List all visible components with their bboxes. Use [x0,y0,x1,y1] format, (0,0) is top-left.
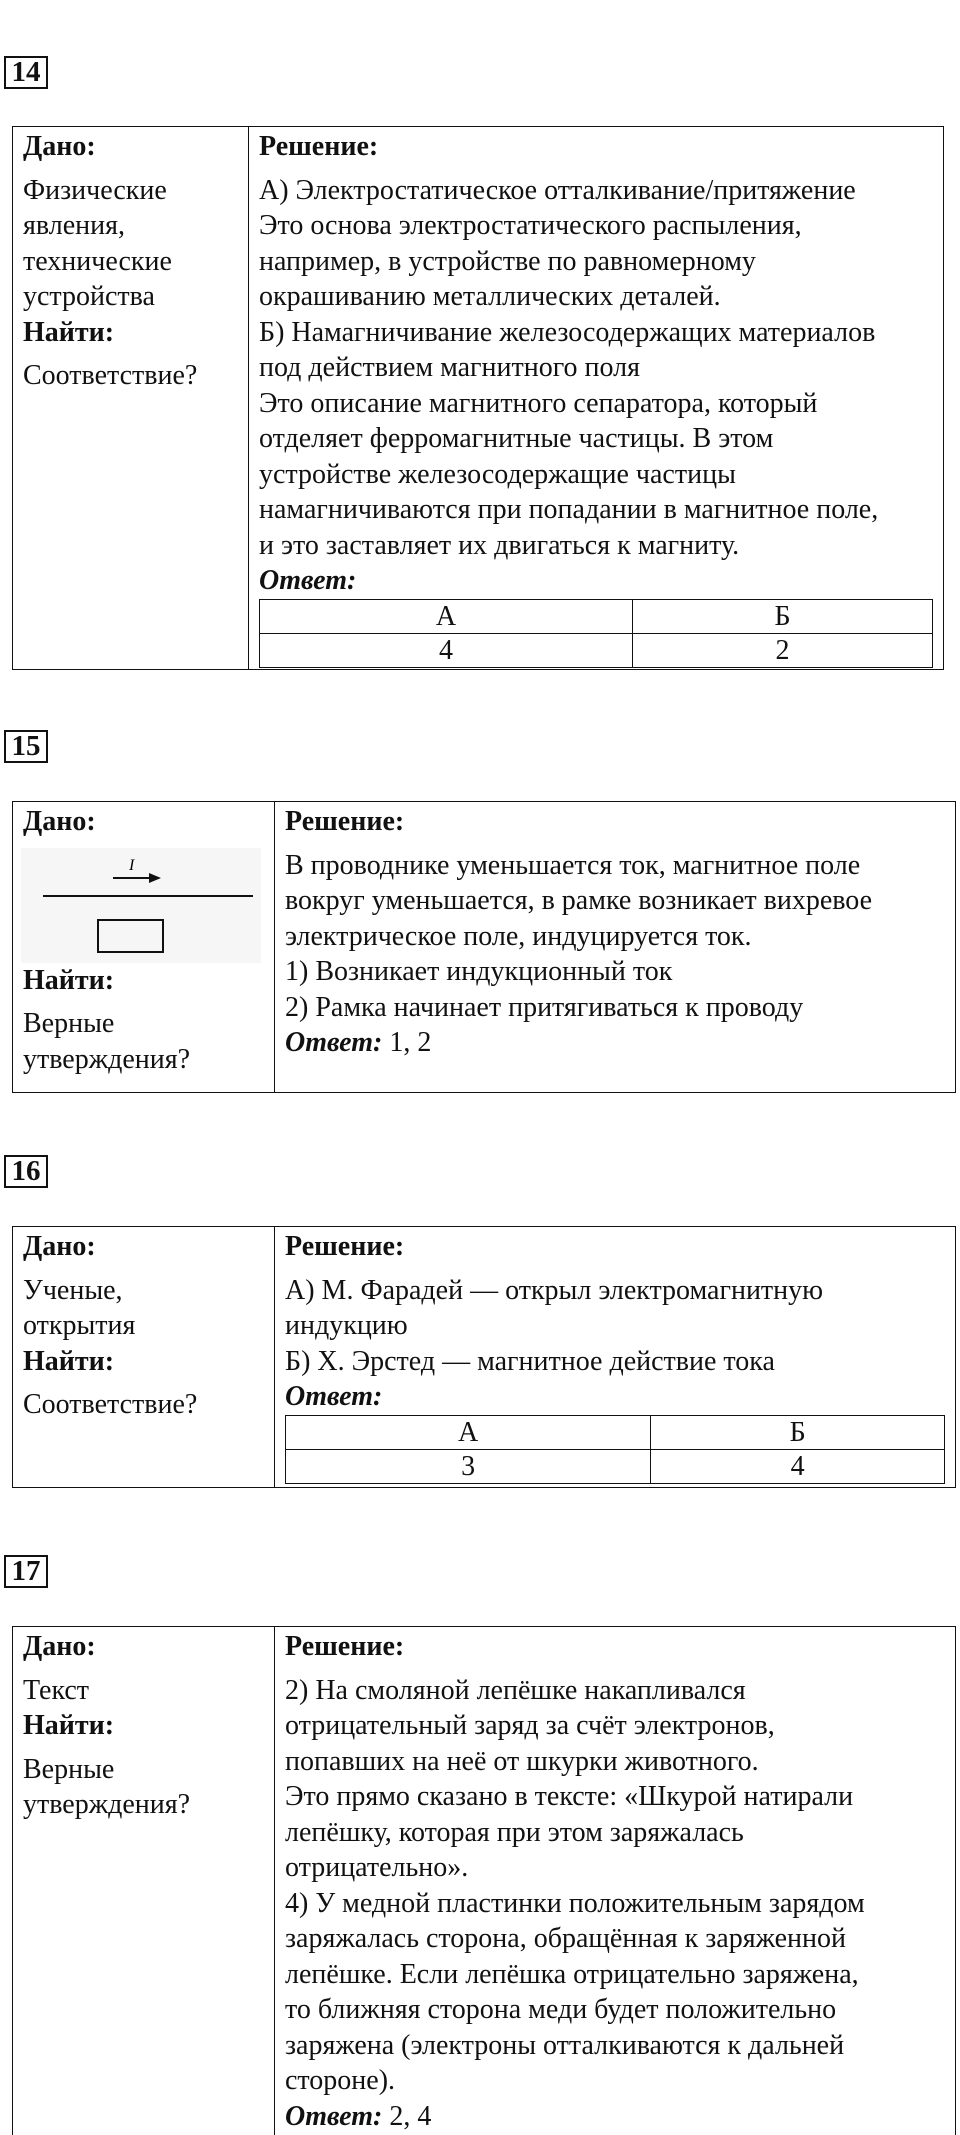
task-number-badge: 14 [4,56,48,89]
given-text: Текст [23,1674,90,1706]
solution-label: Решение: [285,1231,405,1262]
find-text: Верные [23,1753,115,1785]
solution-text: 4) У медной пластинки положительным зарядом [285,1887,865,1919]
answer-label: Ответ: [285,1027,383,1058]
find-label: Найти: [23,964,115,996]
given-text: открытия [23,1310,136,1341]
solution-text: 2) На смоляной лепёшке накапливался [285,1674,746,1706]
solution-text: отрицательно». [285,1852,469,1883]
given-text: Ученые, [23,1274,123,1306]
answer-value-a: 4 [260,633,633,667]
given-column [13,802,275,1092]
find-text: Верные [23,1008,115,1039]
answer-value-a: 3 [286,1449,651,1483]
find-label: Найти: [23,316,115,348]
find-text: Соответствие? [23,1389,198,1420]
given-label: Дано: [23,1631,96,1662]
solution-label: Решение: [285,806,405,837]
find-text: утверждения? [23,1043,191,1075]
answer-header-a: А [286,1415,651,1449]
find-text: Соответствие? [23,360,198,391]
answer-header-a: А [260,599,633,633]
answer-label: Ответ: [285,2100,383,2132]
solution-text: то ближняя сторона меди будет положительно [285,1994,837,2025]
task-number-badge: 15 [4,730,48,763]
solution-label: Решение: [285,1631,405,1662]
solution-text: стороне). [285,2065,396,2096]
solution-text: попавших на неё от шкурки животного. [285,1745,759,1777]
answer-line [285,1025,945,1061]
solution-text: Б) Намагничивание железосодержащих материалов [259,316,876,348]
find-text: утверждения? [23,1789,191,1820]
solution-column [249,127,943,669]
answer-header-b: Б [651,1415,945,1449]
answer-table [259,599,933,668]
task-16-table [12,1226,956,1488]
solution-text: А) М. Фарадей — открыл электромагнитную [285,1274,824,1306]
answer-table [285,1415,945,1484]
given-text: технические [23,245,172,277]
find-label: Найти: [23,1710,115,1741]
solution-text: отделяет ферромагнитные частицы. В этом [259,423,774,454]
solution-text: намагничиваются при попадании в магнитное поле, [259,494,879,525]
answer-header-b: Б [633,599,933,633]
answer-label: Ответ: [259,565,357,596]
solution-column [275,802,955,1092]
solution-label: Решение: [259,131,379,162]
current-label: I [129,856,135,874]
given-column [13,1227,275,1487]
solution-text: А) Электростатическое отталкивание/притяжение [259,174,856,206]
solution-text: Это прямо сказано в тексте: «Шкурой натирали [285,1781,854,1812]
solution-text: окрашиванию металлических деталей. [259,281,721,312]
solution-text: Б) Х. Эрстед — магнитное действие тока [285,1345,775,1377]
answer-line [285,2099,945,2135]
solution-text: Это основа электростатического распыления, [259,210,802,241]
given-label: Дано: [23,131,96,162]
given-column [13,1627,275,2135]
answer-value-b: 2 [633,633,933,667]
solution-text: заряжена (электроны отталкиваются к дальней [285,2029,845,2061]
given-text: явления, [23,210,125,241]
task-14-table [12,126,944,670]
solution-text: заряжалась сторона, обращённая к заряженной [285,1923,846,1954]
answer-value: 2, 4 [389,2100,432,2132]
solution-text: и это заставляет их двигаться к магниту. [259,529,740,561]
given-label: Дано: [23,1231,96,1262]
solution-text: например, в устройстве по равномерному [259,245,756,277]
conductor-frame-figure [21,848,261,963]
task-number-badge: 17 [4,1555,48,1588]
solution-text: В проводнике уменьшается ток, магнитное поле [285,849,861,881]
solution-text: под действием магнитного поля [259,352,640,383]
find-label: Найти: [23,1345,115,1377]
solution-text: электрическое поле, индуцируется ток. [285,920,752,952]
answer-value: 1, 2 [389,1027,432,1058]
given-text: Физические [23,174,167,206]
given-label: Дано: [23,806,96,837]
solution-text: 1) Возникает индукционный ток [285,956,673,987]
solution-column [275,1227,955,1487]
answer-value-b: 4 [651,1449,945,1483]
solution-text: вокруг уменьшается, в рамке возникает вихревое [285,885,873,916]
given-column [13,127,249,669]
solution-text: отрицательный заряд за счёт электронов, [285,1710,775,1741]
solution-column [275,1627,955,2135]
solution-text: индукцию [285,1310,408,1341]
task-15-table [12,801,956,1093]
answer-label: Ответ: [285,1381,383,1412]
given-text: устройства [23,281,155,312]
solution-text: 2) Рамка начинает притягиваться к проводу [285,991,804,1023]
task-number-badge: 16 [4,1155,48,1188]
task-17-table [12,1626,956,2135]
solution-text: устройстве железосодержащие частицы [259,458,736,490]
solution-text: лепёшку, которая при этом заряжалась [285,1816,744,1848]
solution-text: лепёшке. Если лепёшка отрицательно заряжена, [285,1958,859,1990]
solution-text: Это описание магнитного сепаратора, который [259,387,818,419]
